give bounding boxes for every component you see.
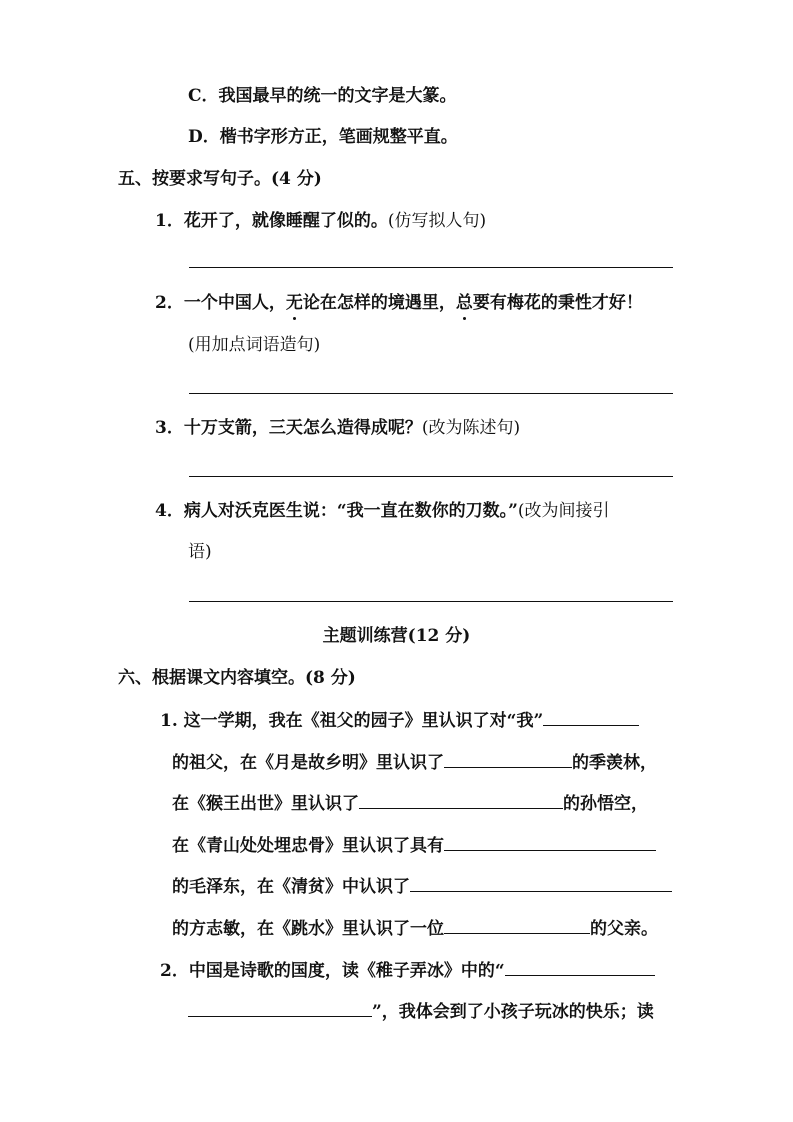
question-5-4-note: (改为间接引 (517, 501, 610, 521)
choice-d: D．楷书字形方正，笔画规整平直。 (188, 127, 458, 147)
question-5-2-mid: 论在怎样的境遇里， (302, 293, 456, 313)
fill-blank-5[interactable] (410, 873, 672, 892)
question-5-1 (155, 209, 486, 233)
question-6-1-line5 (172, 873, 672, 899)
fill-blank-8[interactable] (188, 998, 372, 1017)
section6-heading: 六、根据课文内容填空。(8 分) (118, 668, 356, 688)
dotted-char-1: 无 (285, 293, 303, 313)
question-5-2-post: 要有梅花的秉性才好！ (472, 293, 643, 313)
question-5-3-text: 3．十万支箭，三天怎么造得成呢？ (155, 418, 422, 438)
question-6-2-line2 (188, 998, 654, 1024)
question-5-4-note-cont: 语) (188, 542, 212, 562)
question-5-2-note: (用加点词语造句) (188, 335, 321, 355)
question-5-4-text: 4．病人对沃克医生说：“我一直在数你的刀数。” (155, 501, 518, 521)
choice-c: C．我国最早的统一的文字是大篆。 (188, 86, 457, 106)
question-6-2-text1: 2．中国是诗歌的国度，读《稚子弄冰》中的“ (160, 961, 505, 981)
question-5-1-text: 1．花开了，就像睡醒了似的。 (155, 211, 388, 231)
question-6-1-text2b: 的季羡林， (572, 753, 657, 773)
question-5-2-pre: 2．一个中国人， (155, 293, 286, 313)
dotted-char-2: 总 (455, 293, 473, 313)
question-6-1-text2a: 的祖父，在《月是故乡明》里认识了 (172, 753, 444, 773)
question-6-1-line3 (172, 790, 648, 816)
question-6-1-line2 (172, 749, 657, 775)
fill-blank-1[interactable] (543, 707, 639, 726)
question-5-3-note: (改为陈述句) (421, 418, 521, 438)
question-6-1-text6b: 的父亲。 (590, 919, 658, 939)
question-5-2 (155, 291, 643, 315)
question-6-1-text3b: 的孙悟空， (563, 794, 648, 814)
question-5-1-note: (仿写拟人句) (387, 211, 487, 231)
fill-blank-6[interactable] (444, 915, 590, 934)
question-6-1-text4: 在《青山处处埋忠骨》里认识了具有 (172, 836, 444, 856)
theme-title: 主题训练营(12 分) (322, 626, 471, 646)
question-6-1-text5: 的毛泽东，在《清贫》中认识了 (172, 877, 410, 897)
question-6-1-text1: 1. 这一学期，我在《祖父的园子》里认识了对“我” (160, 711, 544, 731)
fill-blank-4[interactable] (444, 832, 656, 851)
fill-blank-3[interactable] (359, 790, 563, 809)
answer-line-5-4[interactable] (189, 601, 673, 602)
fill-blank-2[interactable] (444, 749, 572, 768)
question-6-1-line1 (160, 707, 639, 733)
question-6-1-text3a: 在《猴王出世》里认识了 (172, 794, 359, 814)
question-6-1-line6 (172, 915, 658, 941)
section5-heading: 五、按要求写句子。(4 分) (118, 169, 322, 189)
question-6-1-text6a: 的方志敏，在《跳水》里认识了一位 (172, 919, 444, 939)
question-6-2-text2: ”，我体会到了小孩子玩冰的快乐；读 (372, 1002, 654, 1022)
question-6-2-line1 (160, 957, 655, 983)
question-6-1-line4 (172, 832, 656, 858)
question-5-3 (155, 416, 520, 440)
fill-blank-7[interactable] (505, 957, 655, 976)
question-5-4 (155, 499, 610, 523)
answer-line-5-3[interactable] (189, 476, 673, 477)
answer-line-5-2[interactable] (189, 393, 673, 394)
answer-line-5-1[interactable] (189, 267, 673, 268)
